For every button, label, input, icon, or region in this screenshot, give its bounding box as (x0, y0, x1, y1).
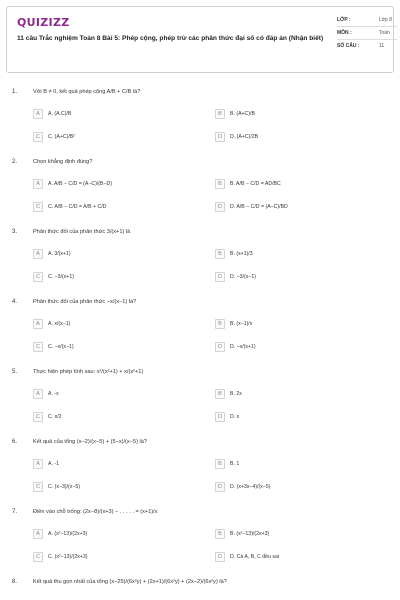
question-number: 7. (12, 509, 18, 515)
option-text: B. 1 (230, 461, 240, 467)
option-text: D. −3/(x−1) (230, 274, 256, 280)
option-a[interactable] (33, 178, 112, 190)
option-d[interactable] (215, 271, 256, 283)
option-text: B. (x+1)/3 (230, 251, 253, 257)
question-text: Phân thức đối của phân thức 3/(x+1) là (33, 229, 131, 235)
option-d[interactable] (215, 411, 239, 423)
option-text: B. A/B − C/D = AD/BC (230, 181, 281, 187)
meta-value: Toán (379, 30, 390, 36)
question-text: Với B ≠ 0, kết quả phép cộng A/B + C/B là? (33, 89, 141, 95)
option-text: C. −x/(x−1) (48, 344, 74, 350)
option-letter-box[interactable]: B (215, 179, 225, 189)
worksheet-header (6, 6, 394, 73)
option-text: C. (x−3)/(x−5) (48, 484, 80, 490)
option-d[interactable] (215, 551, 279, 563)
page-title: 11 câu Trắc nghiệm Toán 8 Bài 5: Phép cộng, phép trừ các phân thức đại số có đáp án (Nhận biết) (17, 35, 324, 42)
option-text: A. -1 (48, 461, 59, 467)
question-text: Điền vào chỗ trống: (2x−8)/(x+3) − . . . . . = (x+1)/x (33, 509, 158, 515)
meta-divider (337, 39, 397, 40)
question-number: 4. (12, 299, 18, 305)
option-letter-box[interactable]: B (215, 109, 225, 119)
option-text: D. A/B − C/D = (A−C)/BD (230, 204, 288, 210)
option-letter-box[interactable]: D (215, 342, 225, 352)
meta-key: SỐ CÂU : (337, 43, 360, 49)
question-number: 6. (12, 439, 18, 445)
meta-row-count (337, 43, 397, 50)
option-text: D. (x+3x−4)/(x−5) (230, 484, 271, 490)
option-c[interactable] (33, 341, 74, 353)
option-letter-box[interactable]: D (215, 412, 225, 422)
option-text: B. (A+C)/B (230, 111, 255, 117)
meta-divider (337, 26, 397, 27)
option-letter-box[interactable]: D (215, 482, 225, 492)
question-text: Phân thức đối của phân thức −x/(x−1) là? (33, 299, 137, 305)
option-letter-box[interactable]: B (215, 249, 225, 259)
option-a[interactable] (33, 108, 71, 120)
option-text: A. (A.C)/B (48, 111, 72, 117)
option-letter-box[interactable]: B (215, 389, 225, 399)
option-text: C. (A+C)/B² (48, 134, 75, 140)
option-b[interactable] (215, 458, 239, 470)
question-number: 1. (12, 89, 18, 95)
option-a[interactable] (33, 248, 71, 260)
option-c[interactable] (33, 481, 80, 493)
option-letter-box[interactable]: D (215, 272, 225, 282)
option-text: D. −x/(x+1) (230, 344, 256, 350)
option-d[interactable] (215, 201, 288, 213)
option-text: A. x/(x−1) (48, 321, 71, 327)
question-text: Thực hiện phép tính sau: x²/(x²+1) + x/(x²+1) (33, 369, 144, 375)
meta-key: LỚP : (337, 17, 351, 23)
meta-key: MÔN : (337, 30, 352, 36)
option-text: D. x (230, 414, 240, 420)
option-d[interactable] (215, 341, 256, 353)
option-c[interactable] (33, 201, 106, 213)
option-letter-box[interactable]: C (33, 342, 43, 352)
question-number: 3. (12, 229, 18, 235)
option-text: D. (A+C)/2B (230, 134, 259, 140)
question-number: 5. (12, 369, 18, 375)
option-text: A. 3/(x+1) (48, 251, 71, 257)
meta-row-class (337, 17, 397, 24)
option-a[interactable] (33, 388, 59, 400)
option-a[interactable] (33, 528, 87, 540)
option-letter-box[interactable]: A (33, 249, 43, 259)
meta-value: Lớp 8 (379, 17, 393, 23)
question-number: 2. (12, 159, 18, 165)
option-letter-box[interactable]: C (33, 552, 43, 562)
option-d[interactable] (215, 131, 258, 143)
option-letter-box[interactable]: C (33, 412, 43, 422)
quizizz-logo: QUIZIZZ (17, 16, 70, 29)
meta-row-subject (337, 30, 397, 37)
option-text: A. A/B − C/D = (A−C)/(B−D) (48, 181, 112, 187)
option-d[interactable] (215, 481, 271, 493)
option-text: C. x/2 (48, 414, 62, 420)
question-text: Kết quả thu gọn nhất của tổng (x−25)/(6x²y) + (2x+1)/(6x²y) + (2x−2)/(6x²y) là? (33, 579, 227, 585)
option-letter-box[interactable]: C (33, 132, 43, 142)
option-c[interactable] (33, 411, 62, 423)
option-text: B. 2x (230, 391, 242, 397)
option-letter-box[interactable]: B (215, 459, 225, 469)
option-a[interactable] (33, 458, 59, 470)
option-letter-box[interactable]: D (215, 202, 225, 212)
option-letter-box[interactable]: A (33, 389, 43, 399)
option-b[interactable] (215, 178, 281, 190)
meta-value: 11 (379, 43, 385, 49)
option-text: D. Cả A, B, C đều sai (230, 554, 280, 560)
option-letter-box[interactable]: B (215, 529, 225, 539)
option-letter-box[interactable]: D (215, 552, 225, 562)
option-b[interactable] (215, 108, 255, 120)
option-letter-box[interactable]: A (33, 109, 43, 119)
option-letter-box[interactable]: A (33, 319, 43, 329)
option-c[interactable] (33, 271, 74, 283)
option-text: C. −3/(x+1) (48, 274, 74, 280)
option-b[interactable] (215, 248, 253, 260)
option-a[interactable] (33, 318, 70, 330)
option-letter-box[interactable]: C (33, 482, 43, 492)
option-letter-box[interactable]: C (33, 272, 43, 282)
option-text: C. (x²−13)/(2x+3) (48, 554, 88, 560)
option-letter-box[interactable]: A (33, 459, 43, 469)
option-text: C. A/B − C/D = A/B + C/D (48, 204, 107, 210)
option-c[interactable] (33, 551, 88, 563)
option-letter-box[interactable]: A (33, 529, 43, 539)
option-text: A. -x (48, 391, 59, 397)
option-b[interactable] (215, 528, 269, 540)
option-letter-box[interactable]: B (215, 319, 225, 329)
option-letter-box[interactable]: A (33, 179, 43, 189)
question-text: Kết quả của tổng (x−2)/(x−5) + (5−x)/(x−5) là? (33, 439, 147, 445)
option-text: B. (x²−13)/(2x+3) (230, 531, 270, 537)
option-letter-box[interactable]: D (215, 132, 225, 142)
option-text: A. (x²−13)/(2x+3) (48, 531, 88, 537)
meta-panel (337, 17, 397, 50)
option-b[interactable] (215, 388, 242, 400)
option-letter-box[interactable]: C (33, 202, 43, 212)
question-number: 8. (12, 579, 18, 585)
question-text: Chọn khẳng định đúng? (33, 159, 93, 165)
option-b[interactable] (215, 318, 252, 330)
option-text: B. (x−1)/x (230, 321, 253, 327)
option-c[interactable] (33, 131, 75, 143)
